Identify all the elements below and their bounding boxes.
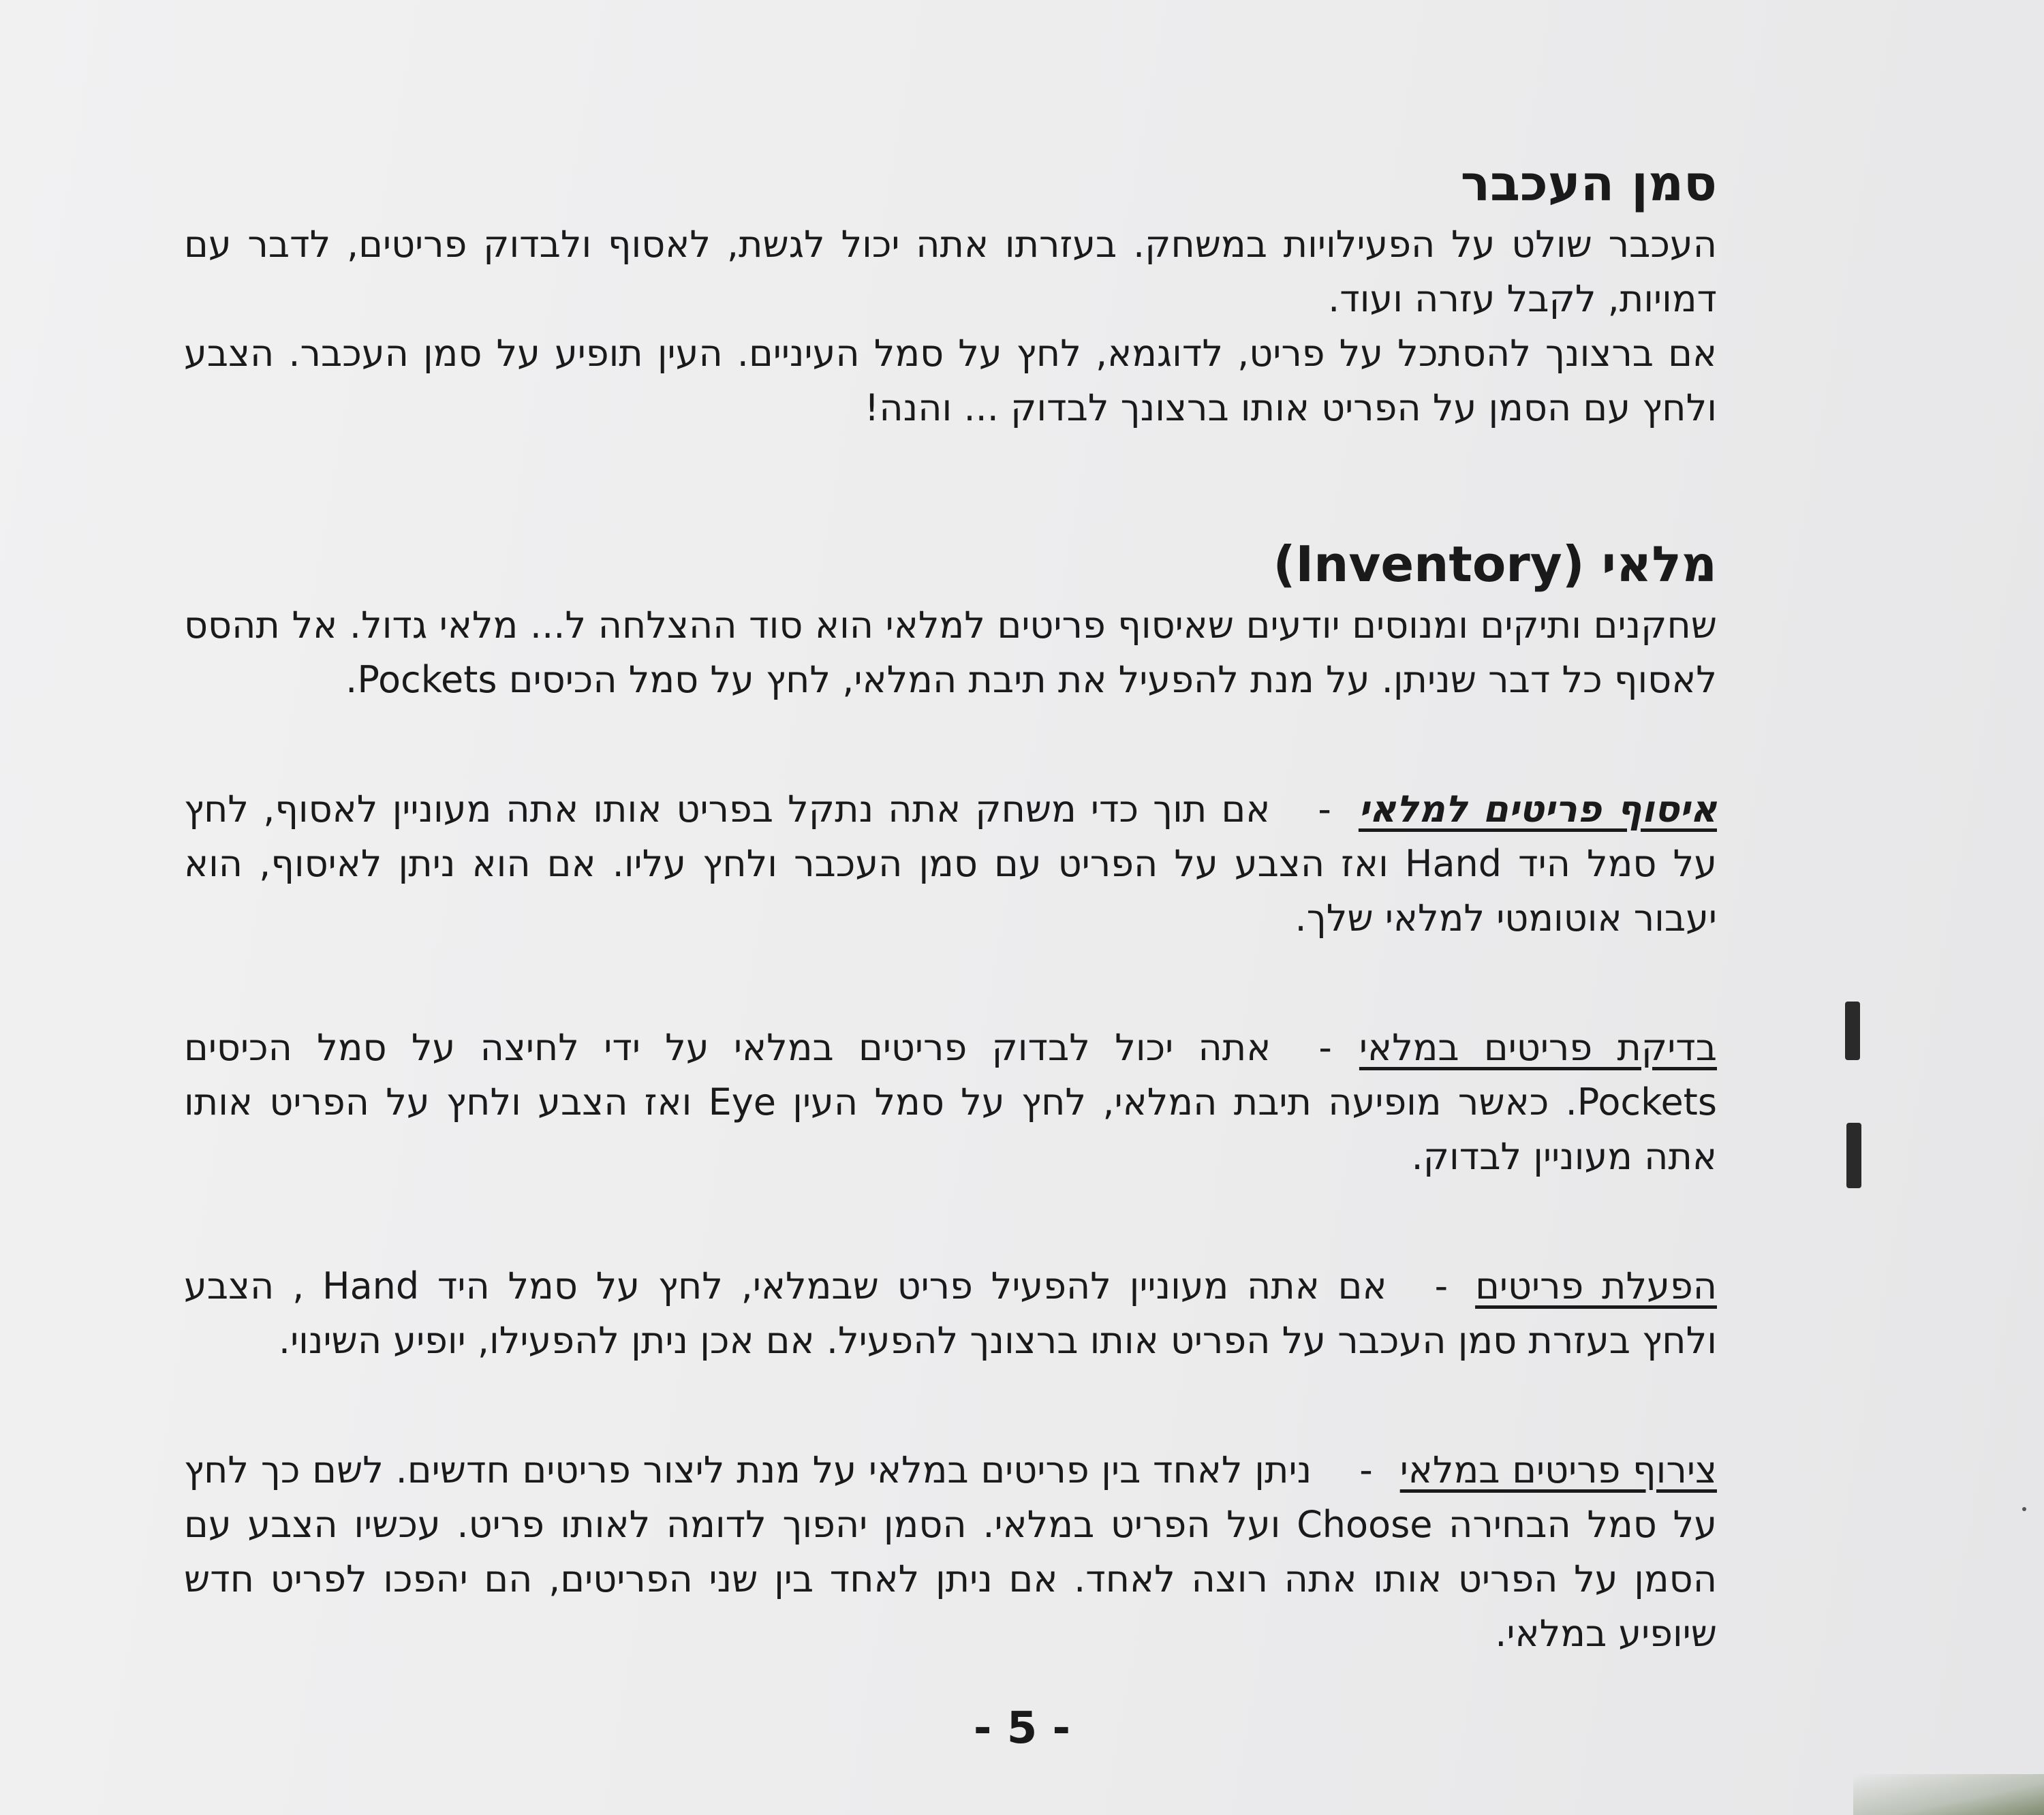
inventory-heading: מלאי (Inventory) — [1273, 536, 1717, 593]
check-items-dash: - — [1318, 1026, 1332, 1070]
page-number: - 5 - — [973, 1703, 1071, 1754]
combine-items-dash: - — [1359, 1448, 1373, 1492]
activate-items-dash: - — [1434, 1265, 1449, 1308]
combine-items-block — [184, 1443, 1717, 1661]
scan-speck — [2022, 1507, 2026, 1511]
check-items-text: אתה יכול לבדוק פריטים במלאי על ידי לחיצה על סמל הכיסים Pockets. כאשר מופיעה תיבת המלאי, לחץ על סמל העין Eye ואז הצבע ולחץ על הפריט אותו אתה מעוניין לבדוק. — [184, 1026, 1717, 1179]
check-items-title: בדיקת פריטים במלאי — [1359, 1026, 1718, 1070]
inventory-paragraph: שחקנים ותיקים ומנוסים יודעים שאיסוף פריטים למלאי הוא סוד ההצלחה ל... מלאי גדול. אל תהסס לאסוף כל דבר שניתן. על מנת להפעיל את תיבת המלאי, לחץ על סמל הכיסים Pockets. — [184, 604, 1717, 702]
mouse-cursor-paragraph-2: אם ברצונך להסתכל על פריט, לדוגמא, לחץ על סמל העיניים. העין תופיע על סמן העכבר. הצבע ולחץ עם הסמן על הפריט אותו ברצונך לבדוק ... והנה! — [184, 332, 1717, 430]
binding-mark-top — [1845, 1002, 1860, 1060]
activate-items-title: הפעלת פריטים — [1475, 1265, 1717, 1308]
page-content — [184, 157, 1717, 1661]
collect-items-block — [184, 782, 1717, 946]
collect-items-dash: - — [1318, 788, 1331, 831]
collect-items-title: איסוף פריטים למלאי — [1358, 788, 1717, 831]
mouse-cursor-paragraph-1: העכבר שולט על הפעילויות במשחק. בעזרתו אתה יכול לגשת, לאסוף ולבדוק פריטים, לדבר עם דמויות, לקבל עזרה ועוד. — [184, 223, 1717, 321]
binding-mark-bottom — [1846, 1123, 1861, 1188]
scan-shadow — [1853, 1774, 2044, 1815]
activate-items-text: אם אתה מעוניין להפעיל פריט שבמלאי, לחץ על סמל היד Hand , הצבע ולחץ בעזרת סמן העכבר על הפריט אותו ברצונך להפעיל. אם אכן ניתן להפעילו, יופיע השינוי. — [184, 1265, 1717, 1363]
mouse-cursor-heading: סמן העכבר — [1460, 155, 1717, 212]
check-items-block — [184, 1021, 1717, 1184]
collect-items-text: אם תוך כדי משחק אתה נתקל בפריט אותו אתה מעוניין לאסוף, לחץ על סמל היד Hand ואז הצבע על הפריט עם סמן העכבר ולחץ עליו. אם הוא ניתן לאיסוף, הוא יעבור אוטומטי למלאי שלך. — [184, 788, 1718, 940]
combine-items-title: צירוף פריטים במלאי — [1399, 1448, 1717, 1492]
combine-items-text: ניתן לאחד בין פריטים במלאי על מנת ליצור פריטים חדשים. לשם כך לחץ על סמל הבחירה Choose ועל הפריט במלאי. הסמן יהפוך לדומה לאותו פריט. עכשיו הצבע עם הסמן על הפריט אותו אתה רוצה לאחד. אם ניתן לאחד בין שני הפריטים, הם יהפכו לפריט חדש שיופיע במלאי. — [184, 1448, 1717, 1656]
activate-items-block — [184, 1259, 1717, 1368]
